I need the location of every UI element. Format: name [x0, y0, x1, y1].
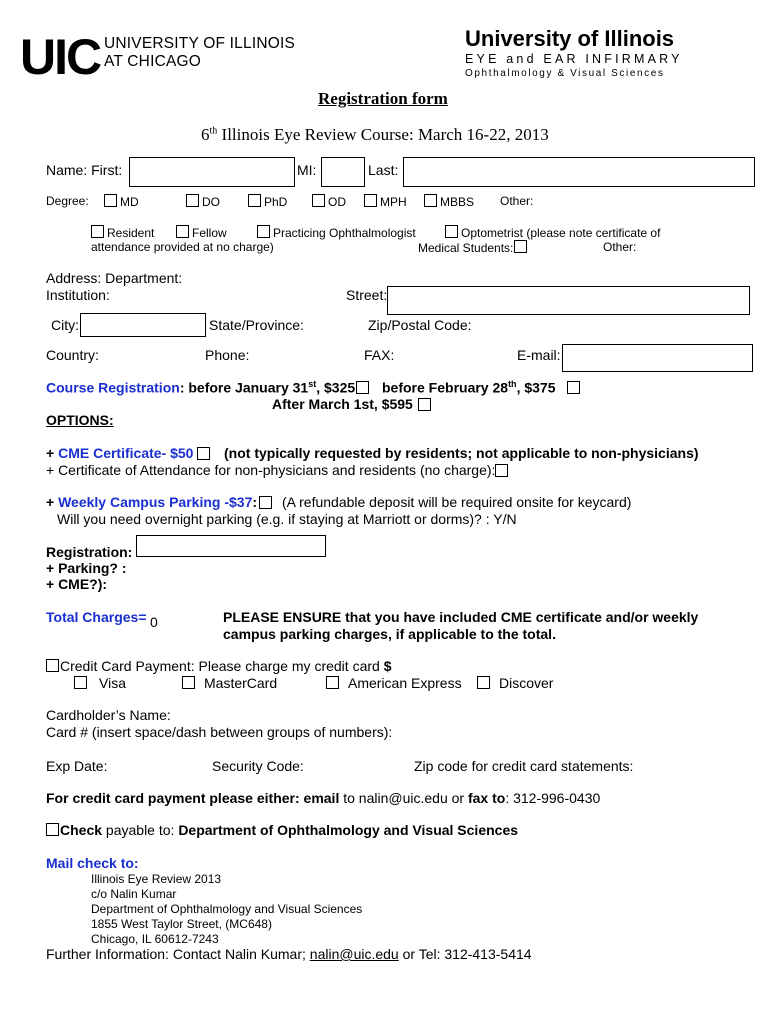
ensure-note-line1: PLEASE ENSURE that you have included CME certificate and/or weekly — [223, 609, 699, 625]
uic-logo-mark: UIC — [20, 29, 101, 85]
mail-line-4: 1855 West Taylor Street, (MC648) — [91, 917, 272, 931]
page-title: Registration form — [318, 89, 448, 108]
od-label: OD — [328, 195, 346, 209]
total-charges-value[interactable]: 0 — [150, 614, 158, 630]
mph-checkbox[interactable] — [364, 194, 377, 207]
mbbs-checkbox[interactable] — [424, 194, 437, 207]
visa-label: Visa — [99, 675, 126, 691]
overnight-parking-question: Will you need overnight parking (e.g. if staying at Marriott or dorms)? : Y/N — [57, 511, 517, 527]
options-title: OPTIONS: — [46, 412, 114, 428]
before-feb-text: before February 28 — [382, 379, 509, 396]
before-jan-checkbox[interactable] — [356, 381, 369, 394]
first-name-field[interactable] — [129, 157, 295, 187]
cc-fax: fax to — [467, 790, 506, 806]
degree-do[interactable] — [186, 194, 220, 209]
discover-checkbox[interactable] — [477, 676, 490, 689]
phone-label: Phone: — [205, 347, 250, 363]
before-jan-sup: st — [308, 379, 317, 389]
cc-either: For credit card payment please either: email — [46, 790, 340, 806]
degree-mbbs[interactable] — [424, 194, 474, 209]
do-label: DO — [202, 195, 220, 209]
degree-md[interactable] — [104, 194, 139, 209]
last-name-field[interactable] — [403, 157, 755, 187]
degree-od[interactable] — [312, 194, 346, 209]
course-registration-label: Course Registration — [46, 379, 180, 396]
phd-label: PhD — [264, 195, 288, 209]
credit-card-text: Credit Card Payment: Please charge my credit card — [60, 658, 384, 674]
cc-fax-number: : 312-996-0430 — [505, 790, 601, 806]
check-checkbox[interactable] — [46, 823, 59, 836]
status-medical-students[interactable] — [418, 240, 530, 255]
mail-line-1: Illinois Eye Review 2013 — [91, 872, 222, 886]
mbbs-label: MBBS — [440, 195, 475, 209]
optometrist-checkbox[interactable] — [445, 225, 458, 238]
parking-colon: : — [252, 494, 258, 510]
mail-line-5: Chicago, IL 60612-7243 — [91, 932, 219, 946]
course-registration-colon: : — [179, 379, 185, 396]
card-amex[interactable] — [326, 675, 462, 691]
od-checkbox[interactable] — [312, 194, 325, 207]
registration-field[interactable] — [136, 535, 326, 557]
uic-logo-line2: AT CHICAGO — [104, 53, 202, 70]
check-bold: Check — [60, 822, 103, 838]
mph-label: MPH — [380, 195, 407, 209]
credit-card-checkbox[interactable] — [46, 659, 59, 672]
status-practicing[interactable] — [257, 225, 416, 240]
mail-line-3: Department of Ophthalmology and Visual Sciences — [91, 902, 363, 916]
before-feb-sup: th — [508, 379, 517, 389]
further-info-text: Further Information: Contact Nalin Kumar; — [46, 946, 310, 962]
first-name-label: Name: First: — [46, 162, 123, 178]
certificate-text: + Certificate of Attendance for non-physicians and residents (no charge): — [46, 462, 496, 478]
before-jan-text: before January 31 — [184, 379, 309, 396]
street-label: Street: — [346, 287, 388, 303]
check-line — [46, 822, 518, 838]
status-optometrist[interactable] — [445, 225, 660, 240]
cme-plus: + — [46, 445, 59, 461]
degree-mph[interactable] — [364, 194, 407, 209]
further-info — [46, 946, 532, 962]
security-code-label: Security Code: — [212, 758, 304, 774]
last-name-label: Last: — [368, 162, 399, 178]
md-checkbox[interactable] — [104, 194, 117, 207]
email-field[interactable] — [562, 344, 753, 372]
practicing-label: Practicing Ophthalmologist — [273, 226, 416, 240]
further-info-tel: or Tel: 312-413-5414 — [398, 946, 532, 962]
credit-card-dollar: $ — [383, 658, 392, 674]
course-title-number: 6 — [201, 125, 210, 144]
parking-label: Weekly Campus Parking -$37 — [58, 494, 253, 510]
cc-email: to nalin@uic.edu or — [339, 790, 468, 806]
check-payable: payable to: — [102, 822, 179, 838]
degree-phd[interactable] — [248, 194, 287, 209]
course-registration-line — [46, 379, 355, 396]
total-charges-label: Total Charges= — [46, 609, 147, 625]
before-feb-checkbox[interactable] — [567, 381, 580, 394]
registration-label: Registration: — [46, 544, 133, 560]
course-title-text: Illinois Eye Review Course: March 16-22, 2013 — [217, 125, 549, 144]
mail-check-title: Mail check to: — [46, 855, 139, 871]
certificate-checkbox[interactable] — [495, 464, 508, 477]
card-visa[interactable] — [74, 675, 126, 691]
mi-field[interactable] — [321, 157, 365, 187]
email-label: E-mail: — [517, 347, 561, 363]
ui-logo-line2: Ophthalmology & Visual Sciences — [465, 68, 665, 79]
md-label: MD — [120, 195, 139, 209]
status-resident[interactable] — [91, 225, 154, 240]
country-label: Country: — [46, 347, 99, 363]
cme-line — [46, 445, 193, 461]
cme-label: CME Certificate- $50 — [58, 445, 194, 461]
card-discover[interactable] — [477, 675, 553, 691]
mastercard-label: MasterCard — [204, 675, 278, 691]
cme-note: (not typically requested by residents; not applicable to non-physicians) — [224, 445, 699, 461]
parking-plus: + — [46, 494, 59, 510]
do-checkbox[interactable] — [186, 194, 199, 207]
degree-other-label: Other: — [500, 194, 534, 208]
medical-students-checkbox[interactable] — [514, 240, 527, 253]
further-info-email-link[interactable]: nalin@uic.edu — [309, 946, 399, 962]
after-march-text: After March 1st, $595 — [272, 396, 413, 412]
parking-line — [46, 494, 257, 510]
cme-total-label: + CME?): — [46, 576, 108, 592]
mastercard-checkbox[interactable] — [182, 676, 195, 689]
street-field[interactable] — [387, 286, 750, 315]
course-title — [201, 125, 549, 145]
ensure-note-line2: campus parking charges, if applicable to the total. — [223, 626, 556, 642]
optometrist-label: Optometrist (please note certificate of — [461, 226, 661, 240]
medical-students-label: Medical Students: — [418, 241, 514, 255]
before-feb-line — [382, 379, 556, 396]
after-march-checkbox[interactable] — [418, 398, 431, 411]
before-jan-price: , $325 — [316, 379, 356, 396]
attendance-note: attendance provided at no charge) — [91, 240, 274, 254]
mi-label: MI: — [297, 162, 317, 178]
fax-label: FAX: — [364, 347, 395, 363]
before-feb-price: , $375 — [516, 379, 556, 396]
ui-logo-title: University of Illinois — [465, 26, 675, 51]
department-label: Address: Department: — [46, 270, 183, 286]
cc-instructions — [46, 790, 600, 806]
cme-checkbox[interactable] — [197, 447, 210, 460]
credit-card-line — [46, 658, 392, 674]
amex-checkbox[interactable] — [326, 676, 339, 689]
city-field[interactable] — [80, 313, 206, 337]
city-label: City: — [51, 317, 79, 333]
exp-date-label: Exp Date: — [46, 758, 108, 774]
mail-line-2: c/o Nalin Kumar — [91, 887, 177, 901]
institution-label: Institution: — [46, 287, 110, 303]
card-mastercard[interactable] — [182, 675, 277, 691]
cardholder-label: Cardholder’s Name: — [46, 707, 171, 723]
practicing-checkbox[interactable] — [257, 225, 270, 238]
zip-label: Zip/Postal Code: — [368, 317, 472, 333]
state-label: State/Province: — [209, 317, 304, 333]
check-department: Department of Ophthalmology and Visual Sciences — [178, 822, 519, 838]
status-other-label: Other: — [603, 240, 637, 254]
discover-label: Discover — [499, 675, 554, 691]
parking-total-label: + Parking? : — [46, 560, 127, 576]
status-fellow[interactable] — [176, 225, 227, 240]
card-number-label: Card # (insert space/dash between groups of numbers): — [46, 724, 393, 740]
ui-logo-line1: EYE and EAR INFIRMARY — [465, 52, 683, 66]
resident-checkbox[interactable] — [91, 225, 104, 238]
parking-checkbox[interactable] — [259, 496, 272, 509]
cc-zip-label: Zip code for credit card statements: — [414, 758, 634, 774]
visa-checkbox[interactable] — [74, 676, 87, 689]
amex-label: American Express — [348, 675, 462, 691]
fellow-checkbox[interactable] — [176, 225, 189, 238]
resident-label: Resident — [107, 226, 155, 240]
fellow-label: Fellow — [192, 226, 227, 240]
parking-note: (A refundable deposit will be required onsite for keycard) — [282, 494, 632, 510]
degree-label: Degree: — [46, 194, 89, 208]
phd-checkbox[interactable] — [248, 194, 261, 207]
uic-logo-line1: UNIVERSITY OF ILLINOIS — [104, 35, 296, 52]
course-title-sup: th — [209, 125, 218, 137]
